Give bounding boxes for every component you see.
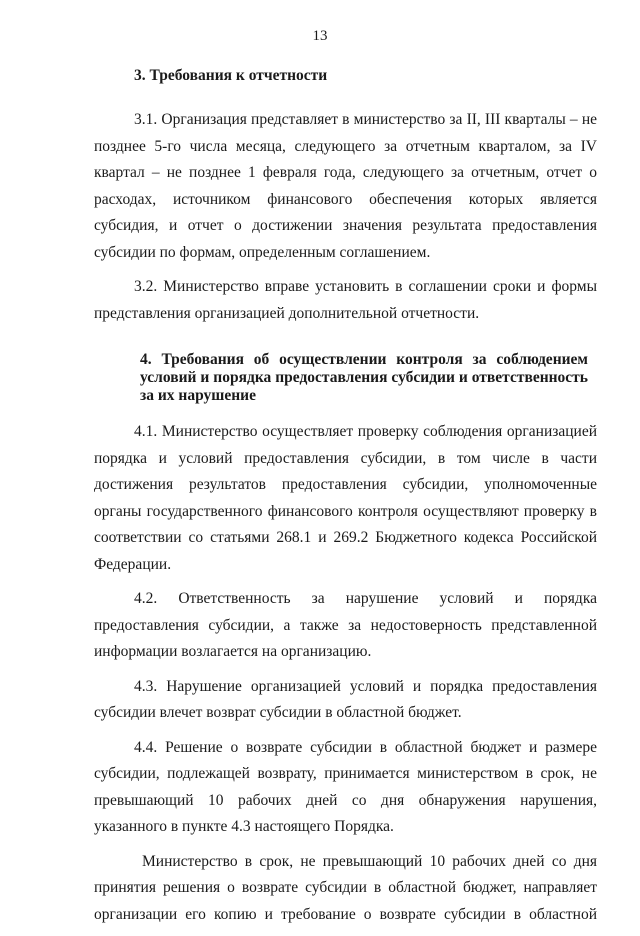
paragraph-4-4: 4.4. Решение о возврате субсидии в областной бюджет и размере субсидии, подлежащей возврату, принимается министерством в срок, не превышающий 10 рабочих дней со дня обнаружения нарушения, указанного в пункте 4.3 настоящего Порядка. [94,738,597,835]
page-number: 13 [312,28,328,44]
section-4-heading: 4. Требования об осуществлении контроля за соблюдением условий и порядка предоставления субсидии и ответственность за их нарушение [140,351,588,404]
section-3-heading: 3. Требования к отчетности [134,67,328,84]
paragraph-3-2: 3.2. Министерство вправе установить в соглашении сроки и формы представления организацией дополнительной отчетности. [94,278,597,322]
paragraph-ministry-notice: Министерство в срок, не превышающий 10 рабочих дней со дня принятия решения о возврате субсидии в областной бюджет, направляет организации его копию и требование о возврате субсидии в областной [94,852,597,923]
paragraph-4-2: 4.2. Ответственность за нарушение условий и порядка предоставления субсидии, а также за недостоверность представленной информации возлагается на организацию. [94,590,597,660]
paragraph-3-1: 3.1. Организация представляет в министерство за II, III кварталы – не позднее 5-го числа месяца, следующего за отчетным кварталом, за IV квартал – не позднее 1 февраля года, следующего за отчетным, отчет о расходах, источником финансового обеспечения которых является субсидия, и отчет о достижении значения результата предоставления субсидии по формам, определенным соглашением. [94,111,597,261]
document-body [94,58,597,936]
paragraph-4-1: 4.1. Министерство осуществляет проверку соблюдения организацией порядка и условий предоставления субсидии, в том числе в части достижения результатов предоставления субсидии, уполномоченные органы государственного финансового контроля осуществляют проверку в соответствии со статьями 268.1 и 269.2 Бюджетного кодекса Российской Федерации. [94,423,597,573]
paragraph-4-3: 4.3. Нарушение организацией условий и порядка предоставления субсидии влечет возврат субсидии в областной бюджет. [94,677,597,721]
